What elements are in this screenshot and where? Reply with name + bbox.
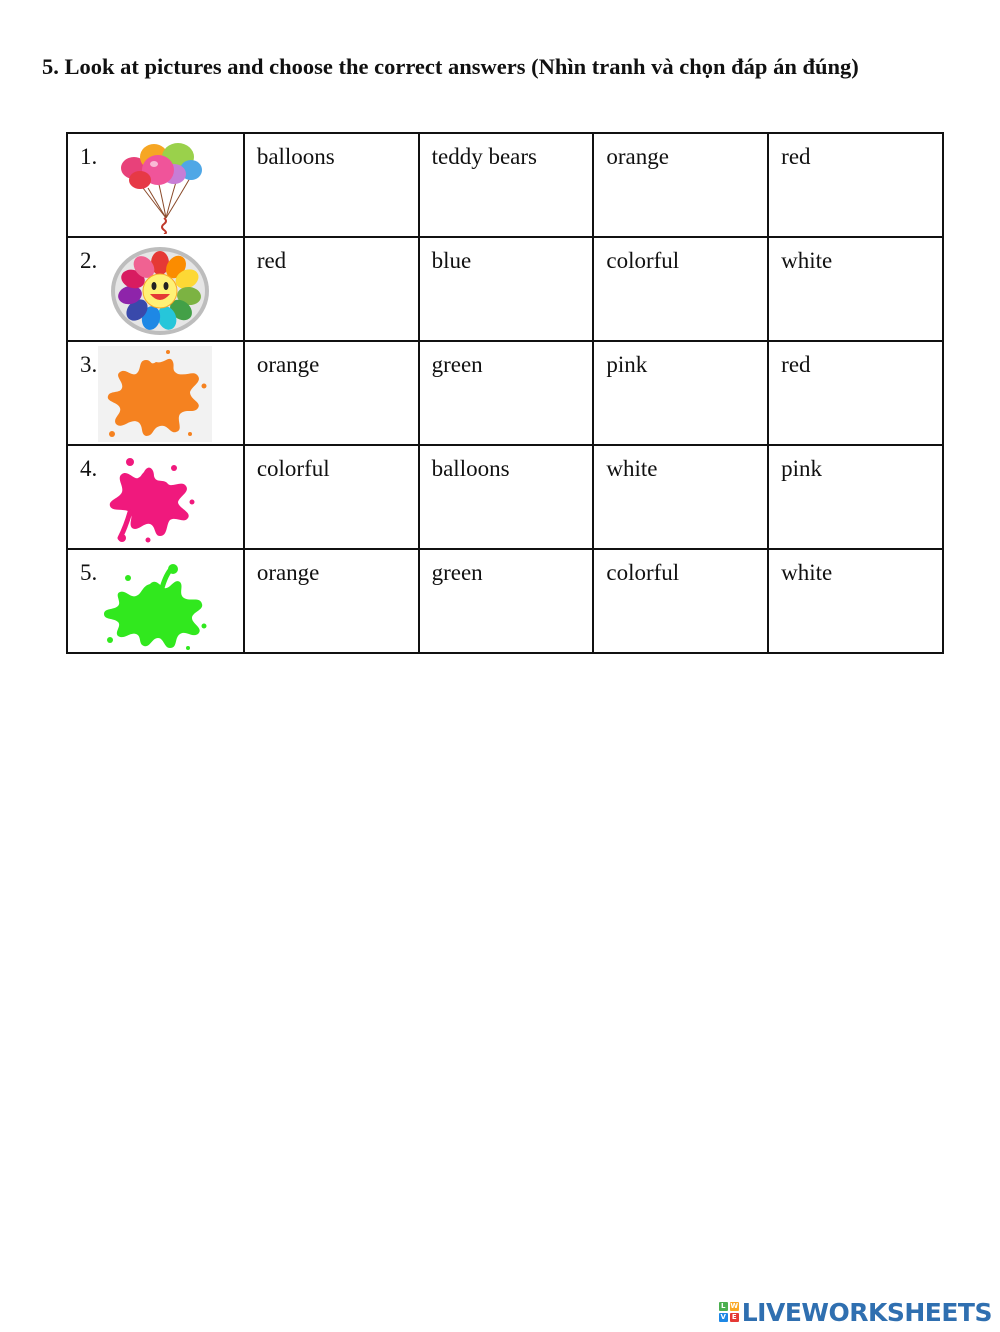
- logo-icon-cell: L: [719, 1302, 728, 1311]
- answer-table: [66, 132, 944, 654]
- item-number: 3.: [80, 352, 98, 377]
- pink-paint-splash-icon: [104, 454, 198, 544]
- answer-option[interactable]: orange: [244, 549, 419, 653]
- colorful-flower-icon: [110, 246, 210, 336]
- liveworksheets-logo: [719, 1296, 992, 1328]
- answer-option[interactable]: white: [768, 549, 943, 653]
- answer-option[interactable]: pink: [768, 445, 943, 549]
- table-row: [67, 133, 943, 237]
- picture-cell: [67, 445, 244, 549]
- balloons-icon: [118, 140, 204, 234]
- answer-option[interactable]: white: [768, 237, 943, 341]
- answer-option[interactable]: pink: [593, 341, 768, 445]
- table-row: [67, 237, 943, 341]
- answer-option[interactable]: teddy bears: [419, 133, 594, 237]
- table-row: [67, 445, 943, 549]
- answer-option[interactable]: colorful: [593, 237, 768, 341]
- picture-cell: [67, 341, 244, 445]
- table-row: [67, 341, 943, 445]
- logo-icon-cell: W: [730, 1302, 739, 1310]
- orange-paint-splash-icon: [98, 346, 212, 442]
- answer-option[interactable]: orange: [593, 133, 768, 237]
- liveworksheets-logo-icon: [719, 1302, 739, 1322]
- item-number: 4.: [80, 456, 98, 481]
- logo-icon-cell: V: [720, 1313, 726, 1321]
- answer-option[interactable]: red: [244, 237, 419, 341]
- item-number: 5.: [80, 560, 98, 585]
- item-number: 1.: [80, 144, 98, 169]
- answer-option[interactable]: red: [768, 341, 943, 445]
- answer-option[interactable]: colorful: [244, 445, 419, 549]
- exercise-heading: 5. Look at pictures and choose the correct answers (Nhìn tranh và chọn đáp án đúng): [42, 54, 859, 79]
- answer-option[interactable]: red: [768, 133, 943, 237]
- picture-cell: [67, 549, 244, 653]
- answer-option[interactable]: green: [419, 341, 594, 445]
- green-paint-splash-icon: [100, 564, 210, 652]
- answer-option[interactable]: blue: [419, 237, 594, 341]
- logo-icon-cell: E: [730, 1313, 739, 1322]
- item-number: 2.: [80, 248, 98, 273]
- picture-cell: [67, 237, 244, 341]
- picture-cell: [67, 133, 244, 237]
- table-row: [67, 549, 943, 653]
- answer-option[interactable]: colorful: [593, 549, 768, 653]
- answer-option[interactable]: balloons: [419, 445, 594, 549]
- liveworksheets-logo-text: LIVEWORKSHEETS: [741, 1297, 992, 1327]
- answer-option[interactable]: orange: [244, 341, 419, 445]
- answer-option[interactable]: green: [419, 549, 594, 653]
- answer-option[interactable]: white: [593, 445, 768, 549]
- answer-option[interactable]: balloons: [244, 133, 419, 237]
